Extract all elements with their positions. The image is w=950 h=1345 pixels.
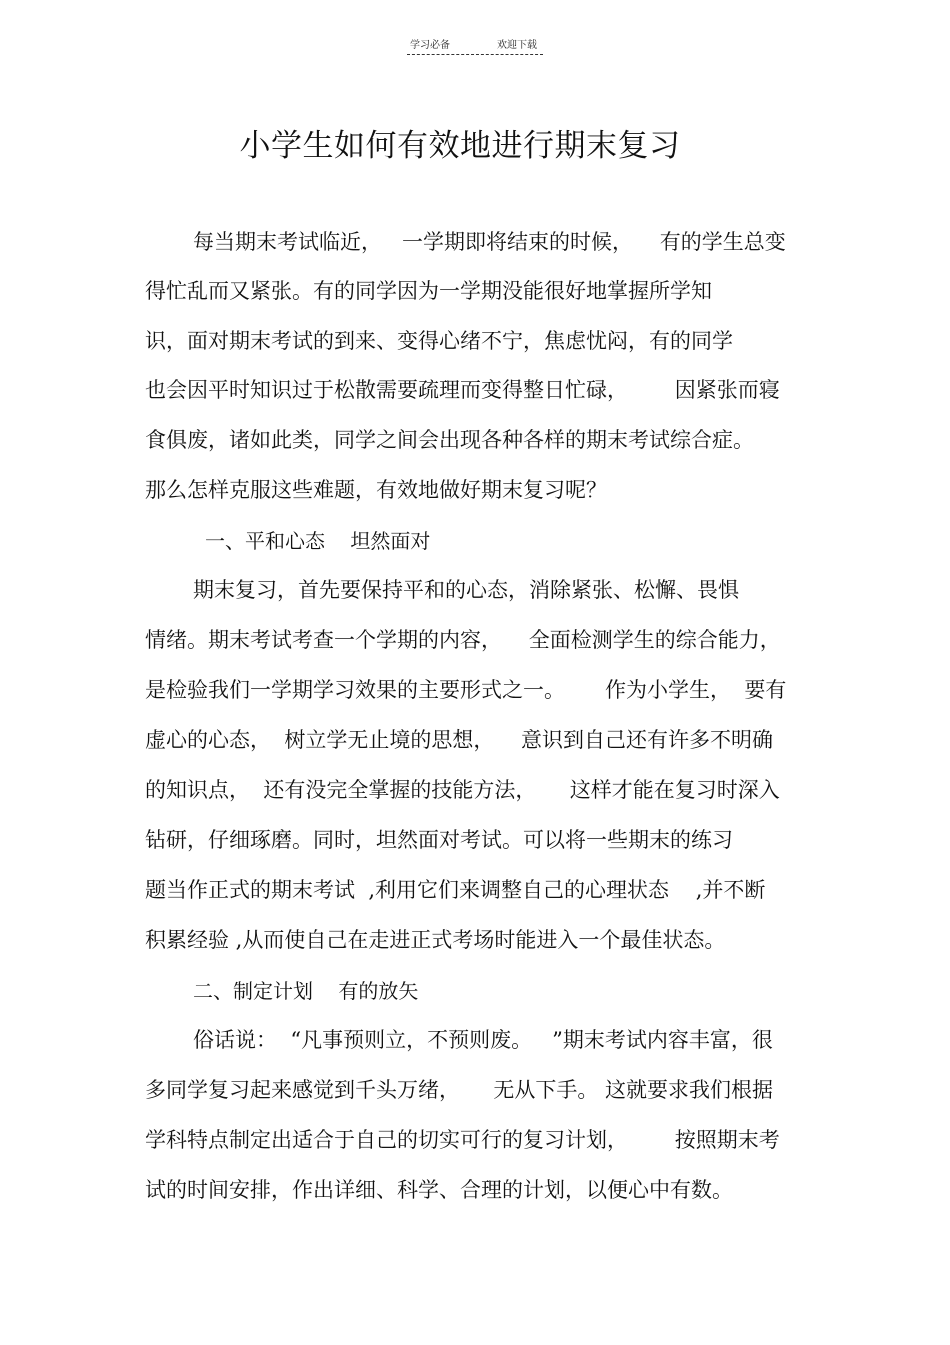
body-line: 得忙乱而又紧张。有的同学因为一学期没能很好地掌握所学知 (145, 279, 712, 303)
page-header (407, 37, 543, 57)
body-line: 题当作正式的期末考试 ,利用它们来调整自己的心理状态 ,并不断 (145, 878, 766, 902)
body-line: 的知识点， 还有没完全掌握的技能方法， 这样才能在复习时深入 (145, 778, 780, 802)
section-heading-1: 一、平和心态 坦然面对 (205, 529, 431, 553)
body-line: 每当期末考试临近， 一学期即将结束的时候， 有的学生总变 (193, 230, 786, 254)
body-line: 识，面对期末考试的到来、变得心绪不宁，焦虑忧闷，有的同学 (145, 329, 733, 353)
body-line: 那么怎样克服这些难题，有效地做好期末复习呢？ (145, 478, 607, 502)
body-line: 钻研，仔细琢磨。同时，坦然面对考试。可以将一些期末的练习 (145, 828, 733, 852)
header-dashed-rule (407, 54, 543, 55)
body-line: 多同学复习起来感觉到千头万绪， 无从下手。 这就要求我们根据 (145, 1078, 774, 1102)
body-line: 试的时间安排，作出详细、科学、合理的计划，以便心中有数。 (145, 1178, 733, 1202)
body-line: 是检验我们一学期学习效果的主要形式之一。 作为小学生， 要有 (145, 678, 787, 702)
body-line: 期末复习，首先要保持平和的心态，消除紧张、松懈、畏惧 (193, 578, 739, 602)
body-line: 也会因平时知识过于松散需要疏理而变得整日忙碌， 因紧张而寝 (145, 378, 780, 402)
body-line: 虚心的心态， 树立学无止境的思想， 意识到自己还有许多不明确 (145, 728, 774, 752)
body-line: 俗话说： “凡事预则立，不预则废。 ”期末考试内容丰富，很 (193, 1028, 773, 1052)
body-line: 食俱废，诸如此类，同学之间会出现各种各样的期末考试综合症。 (145, 428, 754, 452)
header-left-text: 学习必备 (410, 40, 450, 51)
body-line: 情绪。期末考试考查一个学期的内容， 全面检测学生的综合能力， (145, 628, 781, 652)
body-line: 学科特点制定出适合于自己的切实可行的复习计划， 按照期末考 (145, 1128, 780, 1152)
document-title: 小学生如何有效地进行期末复习 (239, 128, 681, 164)
body-line: 积累经验 ,从而使自己在走进正式考场时能进入一个最佳状态。 (145, 928, 726, 952)
section-heading-2: 二、制定计划 有的放矢 (193, 979, 419, 1003)
header-right-text: 欢迎下载 (497, 40, 537, 51)
